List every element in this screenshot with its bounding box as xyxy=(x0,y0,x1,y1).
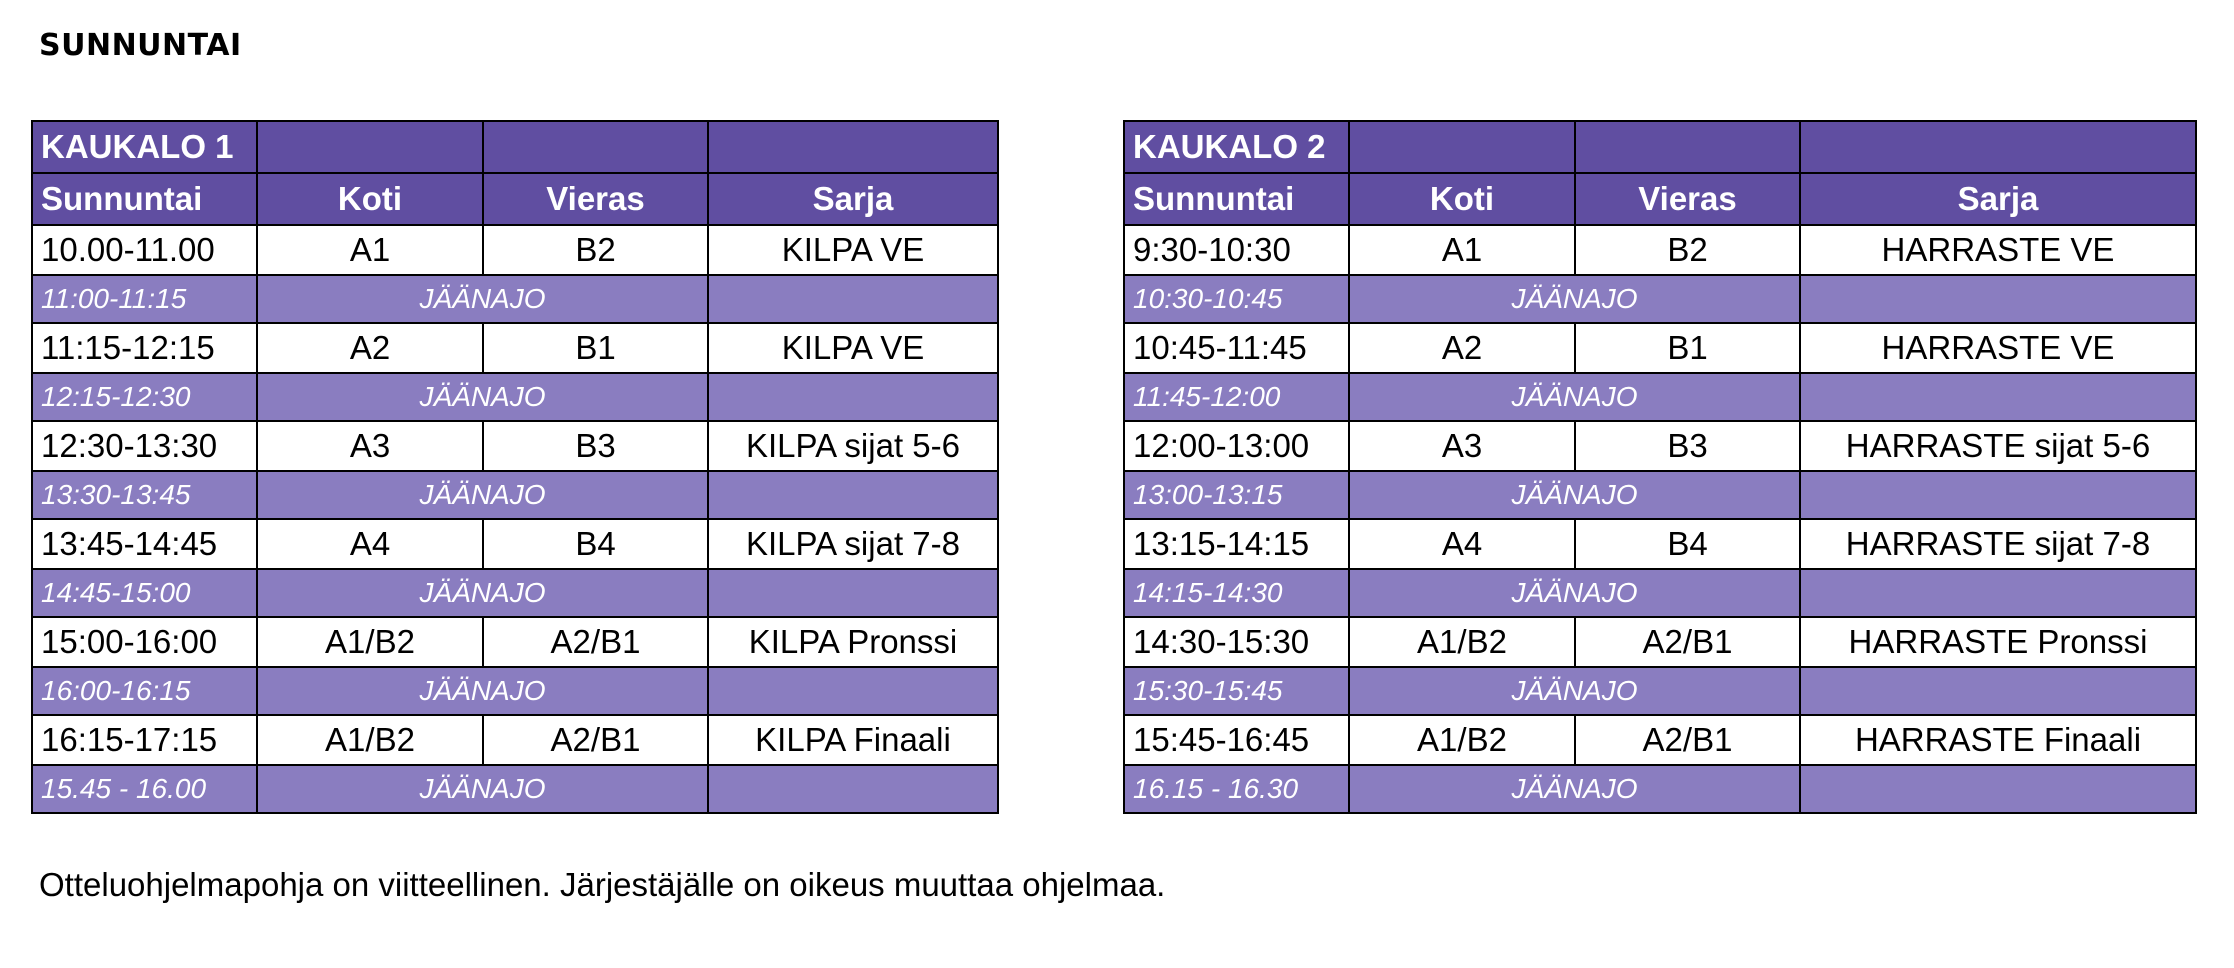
rink-2-schedule-table xyxy=(1123,120,2197,814)
game-row xyxy=(32,519,998,569)
away-team: B2 xyxy=(1575,225,1800,275)
series: KILPA Finaali xyxy=(708,715,998,765)
home-team: A1/B2 xyxy=(1349,715,1575,765)
game-time: 13:45-14:45 xyxy=(32,519,257,569)
rink-title: KAUKALO 1 xyxy=(32,121,257,173)
away-team: B4 xyxy=(1575,519,1800,569)
empty-cell xyxy=(1349,121,1575,173)
column-header-row xyxy=(1124,173,2196,225)
ice-resurface-row xyxy=(1124,275,2196,323)
column-header-day: Sunnuntai xyxy=(1124,173,1349,225)
empty-cell xyxy=(708,765,998,813)
break-time: 14:45-15:00 xyxy=(32,569,257,617)
break-time: 16:00-16:15 xyxy=(32,667,257,715)
column-header-series: Sarja xyxy=(708,173,998,225)
series: HARRASTE sijat 7-8 xyxy=(1800,519,2196,569)
series: KILPA sijat 5-6 xyxy=(708,421,998,471)
empty-cell xyxy=(708,569,998,617)
rink-title-row xyxy=(1124,121,2196,173)
empty-cell xyxy=(257,121,483,173)
ice-resurface-label: JÄÄNAJO xyxy=(257,471,708,519)
ice-resurface-row xyxy=(32,569,998,617)
ice-resurface-label: JÄÄNAJO xyxy=(1349,765,1800,813)
home-team: A1 xyxy=(1349,225,1575,275)
rink-title: KAUKALO 2 xyxy=(1124,121,1349,173)
series: HARRASTE VE xyxy=(1800,225,2196,275)
home-team: A3 xyxy=(1349,421,1575,471)
series: HARRASTE Pronssi xyxy=(1800,617,2196,667)
empty-cell xyxy=(708,121,998,173)
away-team: A2/B1 xyxy=(1575,617,1800,667)
empty-cell xyxy=(708,373,998,421)
home-team: A1/B2 xyxy=(1349,617,1575,667)
away-team: B2 xyxy=(483,225,708,275)
column-header-day: Sunnuntai xyxy=(32,173,257,225)
series: KILPA Pronssi xyxy=(708,617,998,667)
empty-cell xyxy=(708,471,998,519)
ice-resurface-label: JÄÄNAJO xyxy=(257,373,708,421)
ice-resurface-label: JÄÄNAJO xyxy=(257,275,708,323)
game-row xyxy=(1124,421,2196,471)
home-team: A4 xyxy=(1349,519,1575,569)
column-header-home: Koti xyxy=(1349,173,1575,225)
game-row xyxy=(1124,519,2196,569)
game-time: 10:45-11:45 xyxy=(1124,323,1349,373)
home-team: A2 xyxy=(1349,323,1575,373)
game-time: 12:00-13:00 xyxy=(1124,421,1349,471)
empty-cell xyxy=(1575,121,1800,173)
game-row xyxy=(1124,225,2196,275)
empty-cell xyxy=(1800,569,2196,617)
game-time: 13:15-14:15 xyxy=(1124,519,1349,569)
column-header-away: Vieras xyxy=(483,173,708,225)
empty-cell xyxy=(1800,275,2196,323)
game-row xyxy=(32,225,998,275)
series: KILPA sijat 7-8 xyxy=(708,519,998,569)
game-time: 16:15-17:15 xyxy=(32,715,257,765)
game-time: 14:30-15:30 xyxy=(1124,617,1349,667)
empty-cell xyxy=(1800,667,2196,715)
break-time: 13:00-13:15 xyxy=(1124,471,1349,519)
game-row xyxy=(1124,715,2196,765)
break-time: 10:30-10:45 xyxy=(1124,275,1349,323)
ice-resurface-label: JÄÄNAJO xyxy=(257,667,708,715)
ice-resurface-row xyxy=(32,275,998,323)
ice-resurface-row xyxy=(1124,569,2196,617)
away-team: A2/B1 xyxy=(483,617,708,667)
away-team: B4 xyxy=(483,519,708,569)
footnote: Otteluohjelmapohja on viitteellinen. Järjestäjälle on oikeus muuttaa ohjelmaa. xyxy=(39,866,1166,903)
game-time: 12:30-13:30 xyxy=(32,421,257,471)
empty-cell xyxy=(1800,373,2196,421)
home-team: A1/B2 xyxy=(257,715,483,765)
column-header-away: Vieras xyxy=(1575,173,1800,225)
game-time: 9:30-10:30 xyxy=(1124,225,1349,275)
ice-resurface-row xyxy=(32,667,998,715)
game-time: 15:00-16:00 xyxy=(32,617,257,667)
ice-resurface-label: JÄÄNAJO xyxy=(1349,471,1800,519)
ice-resurface-label: JÄÄNAJO xyxy=(1349,667,1800,715)
game-time: 11:15-12:15 xyxy=(32,323,257,373)
series: KILPA VE xyxy=(708,225,998,275)
series: HARRASTE VE xyxy=(1800,323,2196,373)
empty-cell xyxy=(1800,471,2196,519)
game-row xyxy=(32,421,998,471)
ice-resurface-row xyxy=(32,471,998,519)
empty-cell xyxy=(1800,765,2196,813)
ice-resurface-row xyxy=(32,373,998,421)
game-time: 10.00-11.00 xyxy=(32,225,257,275)
ice-resurface-label: JÄÄNAJO xyxy=(257,765,708,813)
ice-resurface-row xyxy=(32,765,998,813)
column-header-home: Koti xyxy=(257,173,483,225)
rink-title-row xyxy=(32,121,998,173)
break-time: 15:30-15:45 xyxy=(1124,667,1349,715)
ice-resurface-row xyxy=(1124,667,2196,715)
column-header-series: Sarja xyxy=(1800,173,2196,225)
ice-resurface-label: JÄÄNAJO xyxy=(1349,275,1800,323)
away-team: B3 xyxy=(483,421,708,471)
game-row xyxy=(1124,617,2196,667)
break-time: 14:15-14:30 xyxy=(1124,569,1349,617)
home-team: A3 xyxy=(257,421,483,471)
empty-cell xyxy=(483,121,708,173)
ice-resurface-row xyxy=(1124,471,2196,519)
break-time: 15.45 - 16.00 xyxy=(32,765,257,813)
home-team: A2 xyxy=(257,323,483,373)
away-team: B3 xyxy=(1575,421,1800,471)
empty-cell xyxy=(1800,121,2196,173)
away-team: B1 xyxy=(483,323,708,373)
rink-1-schedule-table xyxy=(31,120,999,814)
break-time: 16.15 - 16.30 xyxy=(1124,765,1349,813)
series: HARRASTE Finaali xyxy=(1800,715,2196,765)
page-title: SUNNUNTAI xyxy=(39,28,242,63)
game-row xyxy=(32,617,998,667)
ice-resurface-label: JÄÄNAJO xyxy=(1349,373,1800,421)
away-team: A2/B1 xyxy=(1575,715,1800,765)
break-time: 11:45-12:00 xyxy=(1124,373,1349,421)
away-team: A2/B1 xyxy=(483,715,708,765)
game-time: 15:45-16:45 xyxy=(1124,715,1349,765)
break-time: 11:00-11:15 xyxy=(32,275,257,323)
home-team: A1 xyxy=(257,225,483,275)
home-team: A4 xyxy=(257,519,483,569)
series: HARRASTE sijat 5-6 xyxy=(1800,421,2196,471)
ice-resurface-row xyxy=(1124,765,2196,813)
empty-cell xyxy=(708,667,998,715)
series: KILPA VE xyxy=(708,323,998,373)
ice-resurface-label: JÄÄNAJO xyxy=(257,569,708,617)
home-team: A1/B2 xyxy=(257,617,483,667)
game-row xyxy=(32,323,998,373)
away-team: B1 xyxy=(1575,323,1800,373)
ice-resurface-label: JÄÄNAJO xyxy=(1349,569,1800,617)
empty-cell xyxy=(708,275,998,323)
ice-resurface-row xyxy=(1124,373,2196,421)
game-row xyxy=(32,715,998,765)
break-time: 12:15-12:30 xyxy=(32,373,257,421)
game-row xyxy=(1124,323,2196,373)
break-time: 13:30-13:45 xyxy=(32,471,257,519)
column-header-row xyxy=(32,173,998,225)
